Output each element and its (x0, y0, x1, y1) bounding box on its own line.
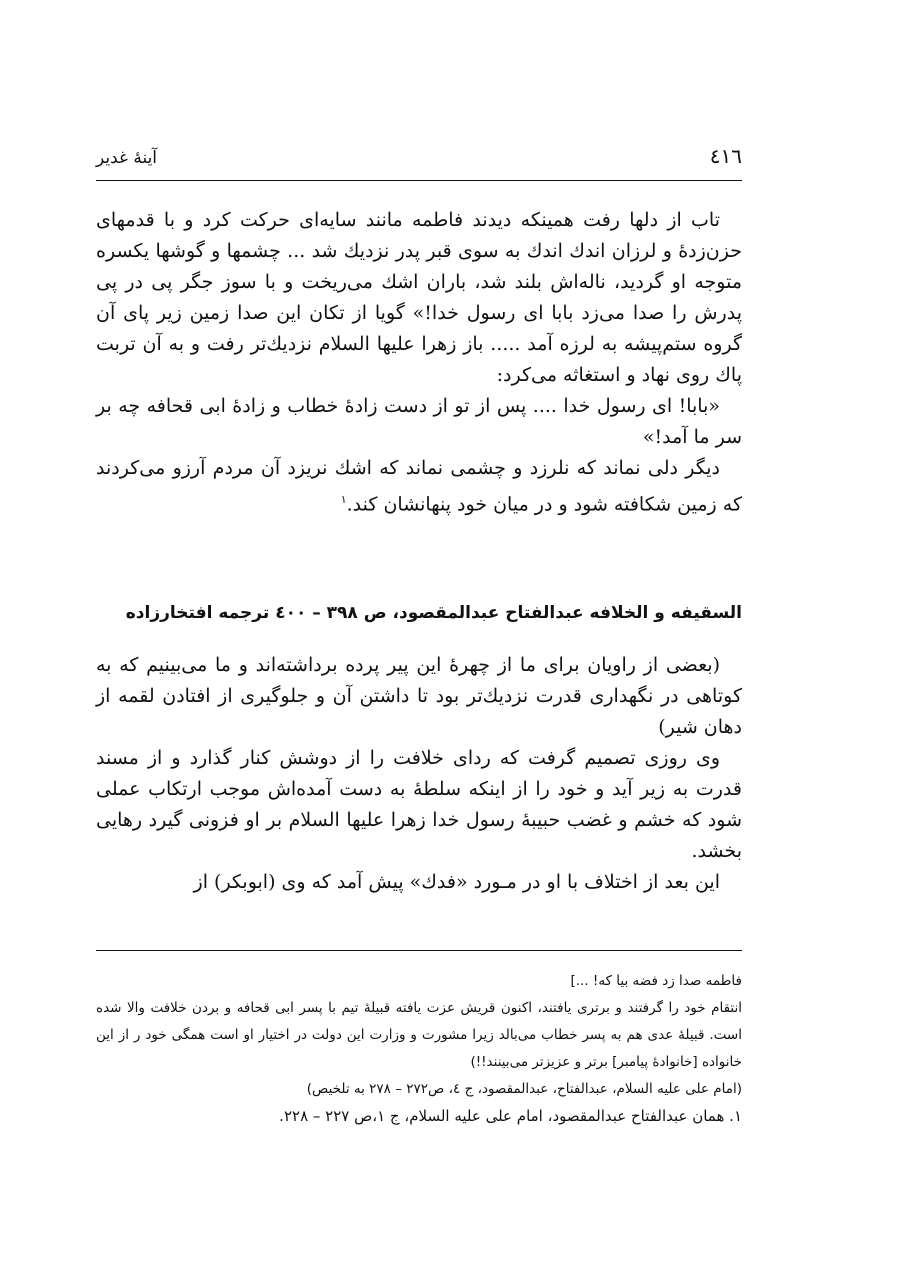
main-text-block-1 (96, 205, 742, 520)
footnote-reference: ١. همان عبدالفتاح عبدالمقصود، امام على عليه السلام، ج ١،ص ٢٢٧ – ٢٢٨. (279, 1107, 742, 1125)
paragraph-text: ديگر دلى نماند كه نلرزد و چشمى نماند كه اشك نريزد آن مردم آرزو مى‌كردند كه زمين شكافته شود و در ميان خود پنهانشان كند. (96, 457, 742, 516)
footnote-line: انتقام خود را گرفتند و برترى يافتند، اكنون قريش عزت يافته قبيلهٔ تيم با پسر ابى قحافه و بردن خلافت والا شده است. قبيلهٔ عدى هم به پسر خطاب مى‌بالد زيرا مشورت و وزارت اين دولت در اختيار او است همگى خود ر از اين خانواده [خانوادهٔ پيامبر] برتر و عزيزتر مى‌بينند!!) (96, 1000, 742, 1070)
page-number: ٤١٦ (709, 144, 742, 168)
page-header (96, 140, 742, 181)
running-head: آينهٔ غدير (96, 148, 158, 168)
footnotes (96, 968, 742, 1130)
paragraph-with-note (96, 453, 742, 520)
footnote-marker: ١ (340, 493, 347, 506)
footnote-divider (96, 950, 742, 951)
section-heading: السقيفه و الخلافه عبدالفتاح عبدالمقصود، ص ٣٩٨ – ٤٠٠ ترجمه افتخارزاده (125, 603, 742, 623)
paragraph-quote: «بابا! اى رسول خدا .... پس از تو از دست زادهٔ خطاب و زادهٔ ابى قحافه چه بر سر ما آمد!» (96, 395, 742, 448)
main-text-block-2 (96, 650, 742, 898)
paragraph: تاب از دلها رفت همينكه ديدند فاطمه مانند سايه‌اى حركت كرد و با قدمهاى حزن‌زدهٔ و لرزان اندك اندك به سوى قبر پدر نزديك شد ... چشمها و گوشها يكسره متوجه او گرديد، ناله‌اش بلند شد، باران اشك مى‌ريخت و با سوز جگر پى در پى پدرش را صدا مى‌زد بابا اى رسول خدا!» گويا از تكان اين صدا زمين زير پاى آن گروه ستم‌پيشه به لرزه آمد ..... باز زهرا عليها السلام نزديك‌تر رفت و به آن تربت پاك روى نهاد و استغاثه مى‌كرد: (96, 209, 742, 386)
paragraph: (بعضى از راويان براى ما از چهرهٔ اين پير پرده برداشته‌اند و ما مى‌بينيم كه به كوتاهى در نگهدارى قدرت نزديك‌تر بود تا داشتن آن و جلوگيرى از افتادن لقمه از دهان شير) (96, 654, 742, 738)
paragraph: وى روزى تصميم گرفت كه رداى خلافت را از دوشش كنار گذارد و از مسند قدرت به زير آيد و خود را از اينكه سلطهٔ به دست آمده‌اش موجب ارتكاب عملى شود كه خشم و غضب حبيبهٔ رسول خدا زهرا عليها السلام بر او فزونى گيرد رهايى بخشد. (96, 747, 742, 862)
footnote-line: (امام على عليه السلام، عبدالفتاح، عبدالمقصود، ج ٤، ص٢٧٢ – ٢٧٨ به تلخيص) (306, 1081, 742, 1097)
footnote-line: فاطمه صدا زد فضه بيا كه! ...] (570, 973, 742, 989)
paragraph: اين بعد از اختلاف با او در مـورد «فدك» پيش آمد كه وى (ابوبكر) از (193, 871, 720, 893)
